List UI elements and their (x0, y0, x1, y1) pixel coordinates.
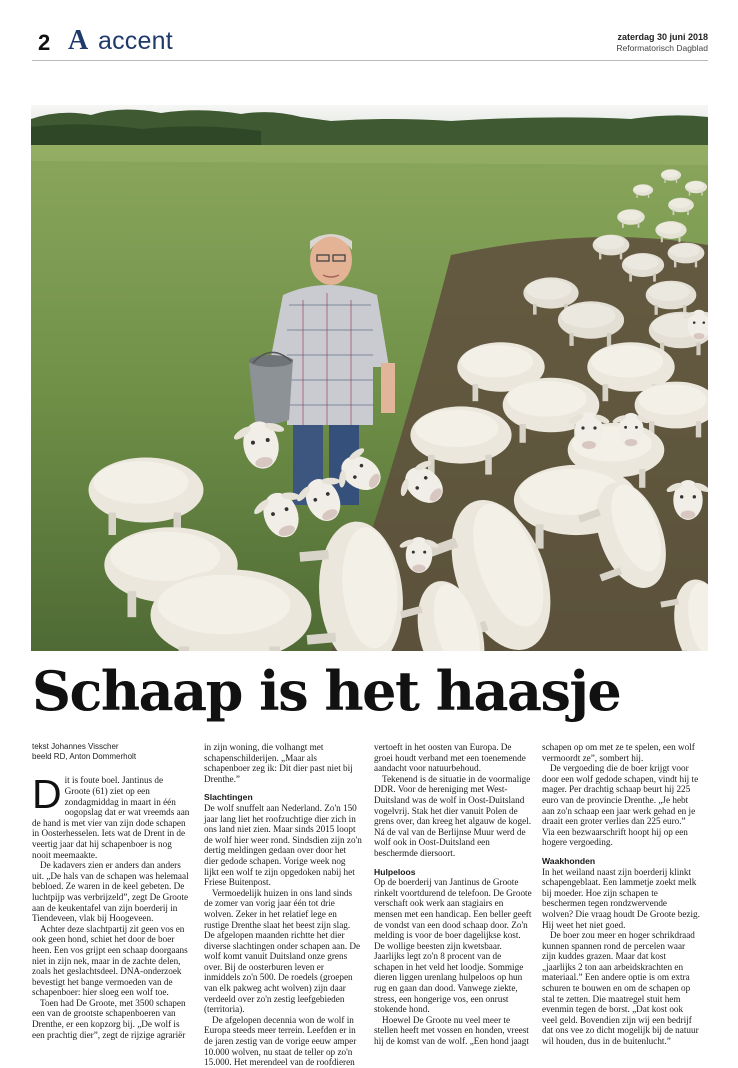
lead-paragraph (32, 771, 190, 860)
byline-text: tekst Johannes Visscher (32, 742, 119, 751)
paragraph: De wolf snuffelt aan Nederland. Zo'n 150 jaar lang liet het roofzuchtige dier zich in ons land niet zien. Maar sinds 2015 loopt de wolf hier weer rond. Sindsdien zijn zo'n dertig meldingen gedaan over door het dier gedode schapen. Vorige week nog lijkt een wolf te zijn opgedoken nabij het Friese Buitenpost. (204, 802, 362, 888)
paragraph: De afgelopen decennia won de wolf in Europa steeds meer terrein. Leefden er in de jaren zestig van de vorige eeuw amper 10.000 wolven, nu staat de teller op zo'n 15.000. Het merendeel van de roofdieren (204, 1014, 357, 1068)
paragraph: Op de boerderij van Jantinus de Groote rinkelt voortdurend de telefoon. De Groote verschaft ook werk aan stagiairs en mensen met een handicap. Een beller geeft de vondst van een dood schaap door. Zo'n melding is voor de boer dagelijkse kost. De wollige beesten zijn kwetsbaar. Jaarlijks legt zo'n 8 procent van de schapen in het veld het loodje. Sommige dieren liggen urenlang hulpeloos op hun rug en gaan dan dood. Vanwege ziekte, stress, een hongerige vos, een onrust stokende hond. (374, 877, 532, 1015)
paragraph: Vermoedelijk huizen in ons land sinds de zomer van vorig jaar één tot drie wolven. Zeker in het relatief lege en rustige Drenthe slaat het beest zijn slag. De afgelopen maanden richtte het dier diverse slachtingen onder schapen aan. De wolf komt vanuit Duitsland onze grens over. Bij de oosterburen leven er inmiddels zo'n 500. De roedels (groepen van elk pakweg acht wolven) zijn daar verdeeld over zo'n zestig leefgebieden (territoria). (204, 887, 361, 1015)
paragraph: Achter deze slachtpartij zit geen vos en ook geen hond, schiet het door de boer heen. Een vos grijpt een schaap doorgaans niet in zijn nek, maar in de zachte delen, zoals het geslachtsdeel. DNA-onderzoek bevestigt het bange vermoeden van de schapenboer: hier sloeg een wolf toe. (32, 923, 188, 998)
paragraph: De kadavers zien er anders dan anders uit. „De hals van de schapen was helemaal bebloed. Ze waren in de keel gebeten. De luchtpijp was verbrijzeld”, zegt De Groote aan de keukentafel van zijn boerderij in Tiendeveen, vlak bij Hoogeveen. (32, 860, 189, 924)
page-number: 2 (38, 30, 51, 55)
paragraph: Hoewel De Groote nu veel meer te stellen heeft met vossen en honden, vreest hij de komst van de wolf. „Een hond jaagt (374, 1014, 529, 1047)
edition-info (616, 32, 708, 54)
byline-photo: beeld RD, Anton Dommerholt (32, 752, 137, 762)
paragraph: De boer zou meer en hoger schrikdraad kunnen spannen rond de percelen waar zijn kuddes grazen. Maar dat kost „jaarlijks 2 ton aan arbeidskrachten en materiaal.” Een andere optie is om extra schuren te bouwen en om de schapen op stal te zetten. Die maatregel stuit hem evenmin tegen de borst. „Dat kost ook veel geld. Bovendien zijn wij een bedrijf dat ons vee zo dicht mogelijk bij de natuur wil houden, dus in de buitenlucht.” (542, 930, 699, 1047)
paragraph: vertoeft in het oosten van Europa. De groei houdt verband met een toenemende aandacht voor natuurbehoud. (374, 742, 526, 774)
drop-cap: D (32, 771, 62, 818)
article-body (32, 742, 708, 1068)
byline (32, 742, 190, 762)
column-2 (204, 742, 362, 1068)
section-title: accent (98, 27, 173, 55)
issue-date: zaterdag 30 juni 2018 (617, 32, 708, 42)
column-3 (374, 742, 532, 1047)
header-rule (32, 60, 708, 61)
paragraph: De vergoeding die de boer krijgt voor door een wolf gedode schapen, vindt hij te mager. Per drachtig schaap beurt hij 225 euro van de provincie Drenthe. „Je hebt aan zo'n schaap een jaar werk gehad en je draait een groter verlies dan 225 euro.” Via een bezwaarschrift hoopt hij op een hogere vergoeding. (542, 763, 699, 848)
paragraph: In het weiland naast zijn boerderij klinkt schapengeblaat. Een lammetje zoekt melk bij moeder. Hoe zijn schapen te beschermen tegen rondzwervende wolven? Die vraag houdt De Groote bezig. Hij weet het niet goed. (542, 866, 700, 930)
paragraph: in zijn woning, die volhangt met schapenschilderijen. „Maar als schapenboer zeg ik: Dit dier past niet bij Drenthe.” (204, 742, 353, 784)
paragraph: schapen op om met ze te spelen, een wolf vermoordt ze”, sombert hij. (542, 742, 695, 763)
paragraph: Toen had De Groote, met 3500 schapen een van de grootste schapenboeren van Drenthe, er een kopzorg bij. „De wolf is een prachtig dier”, zegt de rijzige agrariër (32, 997, 186, 1040)
paragraph: it is foute boel. Jantinus de Groote (61) ziet op een zondagmiddag in maart in één oogopslag dat er wat vreemds aan de hand is met vier van zijn dode schapen in Oosterhesselen. Iets wat de Drent in de veertig jaar dat hij schapenboer is nog nooit meemaakte. (32, 775, 190, 860)
masthead (32, 25, 708, 60)
column-1 (32, 742, 190, 1040)
column-4 (542, 742, 700, 1047)
article-photo (31, 105, 708, 651)
farmer-with-sheep-illustration (31, 105, 708, 651)
section-logo-letter: A (68, 25, 89, 56)
subheading: Waakhonden (542, 855, 596, 866)
subheading: Slachtingen (204, 792, 253, 803)
newspaper-name: Reformatorisch Dagblad (616, 43, 708, 53)
subheading: Hulpeloos (374, 866, 416, 877)
paragraph: Tekenend is de situatie in de voormalige DDR. Voor de hereniging met West-Duitsland was de wolf in Oost-Duitsland vogelvrij. Stak het dier vanuit Polen de grens over, dan kreeg het algauw de kogel. Ná de val van de Berlijnse Muur werd de wolf ook in Oost-Duitsland een beschermde diersoort. (374, 773, 532, 858)
article-headline: Schaap is het haasje (32, 659, 621, 723)
